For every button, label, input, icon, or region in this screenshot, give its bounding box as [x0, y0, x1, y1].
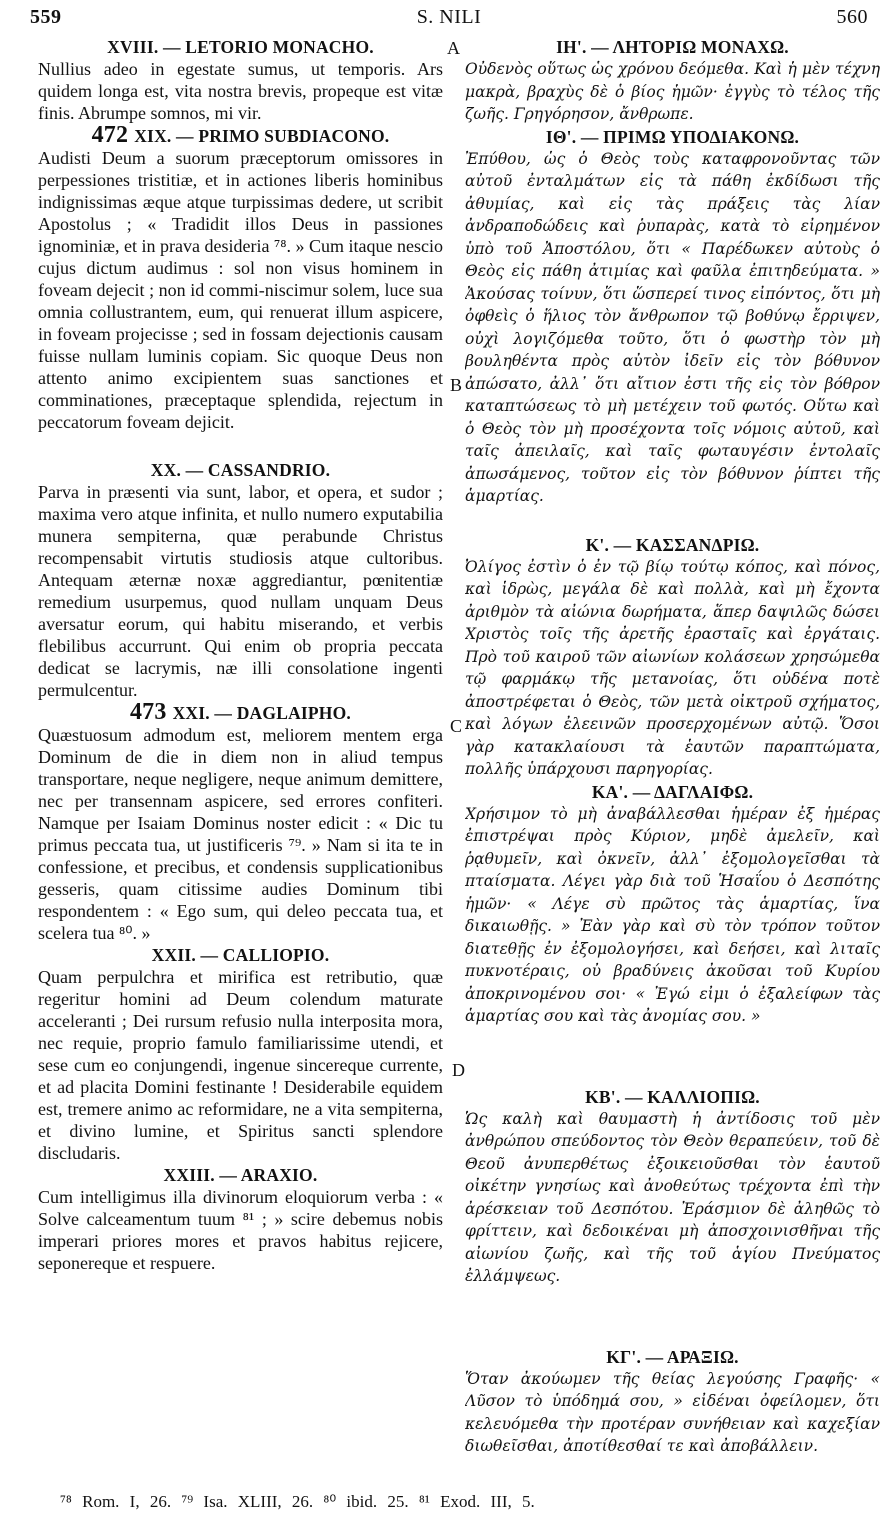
spacer: [465, 1028, 880, 1086]
margin-letter-b: B: [450, 375, 463, 395]
greek-section-22: [465, 1086, 880, 1288]
section-text: Audisti Deum a suorum præceptorum omissores in perpessiones tristitiæ, et in actiones liberis hominibus indignissimas æque atque turpissimas dedere, ut scribit Apostolus ; « Tradidit illos Deus in passiones ignominiæ, et in prava desideria ⁷⁸. » Cum itaque nescio cujus dictum audimus : sol non visus hominem in foveam dejecit ; non id commi-niscimur solem, luce sua omnia collustrantem, eum, qui renuerat illum aspicere, in foveam projecisse ; sed in fossam dejectionis causam fuisse nullam luminis copiam. Sic quoque Deus non attento animo excipientem suas sanctiones et comminationes, præceptaque splendida, rejectum in peccatorum foveam dejicit.: [38, 148, 443, 432]
section-text: Ἐπύθου, ὡς ὁ Θεὸς τοὺς καταφρονοῦντας τῶν αὐτοῦ ἐνταλμάτων εἰς τὰ πάθη ἐκδίδωσι τῆς ἀθυμίας, καὶ εἰς τὰς πράξεις τὰς λίαν ἀνδραποδώδεις καὶ ῥυπαρὰς, κατὰ τὸ εἰρημένον ὑπὸ τοῦ Ἀποστόλου, ὅτι « Παρέδωκεν αὐτοὺς ὁ Θεὸς εἰς πάθη ἀτιμίας καὶ φαῦλα ἐπιτηδεύματα. » Ἀκούσας τοίνυν, ὅτι ὥσπερεί τινος εἰπόντος, ὅτι μὴ ὀφθεὶς ὁ ἥλιος τὸν ἄνθρωπον τῷ βοθύνῳ ἔρριψεν, οὐχὶ λογιζόμεθα τοῦτο, ὅτι ὁ φωστὴρ τὸν μὴ βουληθέντα πρὸς αὐτὸν ἰδεῖν εἰς τὸν βόθυνον ἀπώσατο, ἀλλ᾽ ὅτι αἴτιον ἐστι τῆς εἰς τὸν βόθρον καταπτώσεως τὸ μὴ μετέχειν τοῦ φωτός. Οὕτω καὶ ὁ Θεὸς τὸν μὴ προσέχοντα τοῖς νόμοις αὐτοῦ, καὶ ταῖς ἀπειλαῖς, καὶ ταῖς φωταυγέσιν ἐντολαῖς ἀπωσάμενος, τοῦτον εἰς τὸν βόθυνον ῥίπτει τῆς ἁμαρτίας.: [465, 149, 880, 505]
section-heading: ΙΗ'. — ΛΗΤΟΡΙΩ ΜΟΝΑΧΩ.: [556, 37, 789, 57]
spacer: [38, 433, 443, 459]
spacer: [465, 1288, 880, 1346]
section-heading: ΚΓ'. — ΑΡΑΞΙΩ.: [606, 1346, 739, 1367]
column-number: 472: [91, 122, 129, 148]
greek-section-20: [465, 534, 880, 781]
section-heading: XXII. — CALLIOPIO.: [151, 945, 330, 965]
section-text: Quæstuosum admodum est, meliorem mentem erga Dominum de die in diem non in aliud tempus transportare, neque negligere, neque animum demittere, nec per transennam aspicere, sed errores confiteri. Namque per Isaiam Dominus noster edicit : « Dic tu primus peccata tua, ut justificeris ⁷⁹. » Nam si ita te in confessione, et precibus, et condensis supplicationibus gesseris, quam citissime audies Dominum tibi respondentem : « Ego sum, qui deleo peccata tua, et scelera tua ⁸⁰. »: [38, 725, 443, 943]
section-text: Οὐδενὸς οὕτως ὡς χρόνου δεόμεθα. Καὶ ἡ μὲν τέχνη μακρὰ, βραχὺς δὲ ὁ βίος ἡμῶν· ἐγγὺς τὸ τέλος τῆς ζωῆς. Γρηγόρησον, ἄνθρωπε.: [465, 60, 880, 123]
greek-section-23: [465, 1346, 880, 1458]
greek-section-18: [465, 36, 880, 126]
section-text: Ὀλίγος ἐστὶν ὁ ἐν τῷ βίῳ τούτῳ κόπος, καὶ πόνος, καὶ ἱδρὼς, μεγάλα δὲ καὶ πολλὰ, καὶ μὴ ἔχοντα ἀριθμὸν τὰ αἰώνια δωρήματα, ἅπερ δαψιλῶς δώσει Χριστὸς τοῖς τῆς ἀρετῆς ἐρασταῖς καὶ ἐργάταις. Πρὸ τοῦ καιροῦ τῶν αἰωνίων κολάσεων χρησώμεθα τῷ φαρμάκῳ τῆς μετανοίας, ὅτι οὐδένα ποτὲ ἀποστρέφεται ὁ Θεὸς, τῶν μετὰ οἰκτροῦ σχήματος, καὶ λόγων ἐλεεινῶν προσερχομένων αὐτῷ. Ὅσοι γὰρ κατακλαίουσι τὰ ἑαυτῶν παραπτώματα, πολλῆς ὑπάρχουσι παρηγορίας.: [465, 557, 880, 778]
margin-letter-c: C: [450, 716, 463, 736]
section-text: Parva in præsenti via sunt, labor, et opera, et sudor ; maxima vero atque infinita, et nullo numero exputabilia munera sempiterna, quæ perabunde Christus recompensabit virtutis studiosis atque cultoribus. Antequam æternæ noxæ aggrediantur, pœnitentiæ remedium usurpemus, quod nullam unquam Deus aversatur eorum, qui habitu miserando, et verbis flebilibus accurrunt. Qui enim ob propria peccata dedicat se lacrymis, næ illi consolatione ingenti permulcentur.: [38, 482, 443, 700]
latin-section-21: [38, 701, 443, 944]
section-text: Ὡς καλὴ καὶ θαυμαστὴ ἡ ἀντίδοσις τοῦ μὲν ἀνθρώπου σπεύδοντος τὸν Θεὸν θεραπεύειν, τοῦ δὲ Θεοῦ ἀνυπερθέτως ἐξοικειοῦσθαι τὸν ἑαυτοῦ οἰκέτην γνησίως καὶ ἀνοθεύτως τρέχοντα ἐπὶ τὴν ἀρέσκειαν τοῦ Δεσπότου. Ἐράσμιον δὲ ἀληθῶς τὸ φρίττειν, καὶ δεδοικέναι μὴ ἀποσχοινισθῆναι τῆς αἰωνίου ζωῆς, καὶ τῆς τοῦ ἁγίου Πνεύματος ἐλλάμψεως.: [465, 1109, 880, 1285]
section-heading: XX. — CASSANDRIO.: [150, 460, 331, 480]
section-text: Cum intelligimus illa divinorum eloquiorum verba : « Solve calceamentum tuum ⁸¹ ; » scire debemus nobis imperari priores mores et pravos habitus rejicere, seponereque et respuere.: [38, 1187, 443, 1273]
margin-letter-a: A: [447, 38, 460, 58]
running-title: S. NILI: [416, 6, 482, 28]
section-heading-text: XXI. — DAGLAIPHO.: [172, 703, 352, 723]
section-text: Nullius adeo in egestate sumus, ut temporis. Ars quidem longa est, vita nostra brevis, propeque est vitæ finis. Abrumpe somnos, mi vir.: [38, 59, 443, 123]
section-heading: ΚΑ'. — ΔΑΓΛΑΙΦΩ.: [591, 781, 754, 802]
section-heading: [38, 701, 443, 724]
page-number-left: 559: [30, 6, 62, 28]
section-text: Quam perpulchra et mirifica est retributio, quæ regeritur homini ad Deum colendum maturate acceleranti ; Dei rursum refusio nulla interposita mora, nec requie, proprio famulo familiarissime utendi, et sese cum eo conjungendi, ingenue sincereque currente, et ad placita Domini festinante ! Desiderabile equidem est, tremere animo ac reformidare, ne a vita sempiterna, et divino lumine, et Spiritus sancti splendore discludaris.: [38, 967, 443, 1163]
latin-section-18: [38, 36, 443, 124]
latin-section-23: [38, 1164, 443, 1274]
section-heading-text: XIX. — PRIMO SUBDIACONO.: [134, 126, 390, 146]
margin-letter-d: D: [452, 1060, 465, 1080]
column-number: 473: [129, 699, 167, 725]
greek-section-19: [465, 126, 880, 508]
latin-section-19: [38, 124, 443, 433]
latin-column: [38, 36, 443, 1506]
section-heading: XXIII. — ARAXIO.: [163, 1165, 318, 1185]
greek-column: [465, 36, 880, 1506]
footnotes: ⁷⁸ Rom. I, 26. ⁷⁹ Isa. XLIII, 26. ⁸⁰ ibid. 25. ⁸¹ Exod. III, 5.: [60, 1492, 535, 1511]
latin-section-22: [38, 944, 443, 1164]
latin-section-20: [38, 459, 443, 701]
section-heading: [38, 124, 443, 147]
section-text: Ὅταν ἀκούωμεν τῆς θείας λεγούσης Γραφῆς· « Λῦσον τὸ ὑπόδημά σου, » εἰδέναι ὀφείλομεν, ὅτι κελευόμεθα τὴν προτέραν συνήθειαν καὶ καχεξίαν διωθεῖσθαι, ἀποτίθεσθαί τε καὶ ἀποβάλλειν.: [465, 1369, 880, 1455]
section-heading: ΙΘ'. — ΠΡΙΜΩ ΥΠΟΔΙΑΚΟΝΩ.: [545, 126, 800, 147]
section-heading: Κ'. — ΚΑΣΣΑΝΔΡΙΩ.: [585, 534, 760, 555]
section-text: Χρήσιμον τὸ μὴ ἀναβάλλεσθαι ἡμέραν ἐξ ἡμέρας ἐπιστρέψαι πρὸς Κύριον, μηδὲ ἀμελεῖν, καὶ ῥᾳθυμεῖν, καὶ ὀκνεῖν, ἀλλ᾽ ἐξομολογεῖσθαι τὰ πταίσματα. Λέγει γὰρ διὰ τοῦ Ἡσαΐου ὁ Δεσπότης ἡμῶν· « Λέγε σὺ πρῶτος τὰς ἁμαρτίας, ἵνα δικαιωθῇς. » Ἐὰν γὰρ καὶ σὺ τὸν τρόπον τοῦτον διατεθῇς ἐν ἐξομολογήσει, καὶ δεήσει, καὶ λιταῖς πυκνοτέραις, οὐ βραδύνεις ἀκοῦσαι τοῦ Κυρίου ἀποκρινομένου σοι· « Ἐγώ εἰμι ὁ ἐξαλείφων τὰς ἁμαρτίας σου καὶ τὰς ἀνομίας σου. »: [465, 804, 880, 1025]
running-head: [30, 6, 868, 30]
section-heading: XVIII. — LETORIO MONACHO.: [107, 37, 374, 57]
section-heading: ΚΒ'. — ΚΑΛΛΙΟΠΙΩ.: [585, 1086, 760, 1107]
page-number-right: 560: [836, 6, 868, 28]
greek-section-21: [465, 781, 880, 1028]
spacer: [465, 508, 880, 534]
